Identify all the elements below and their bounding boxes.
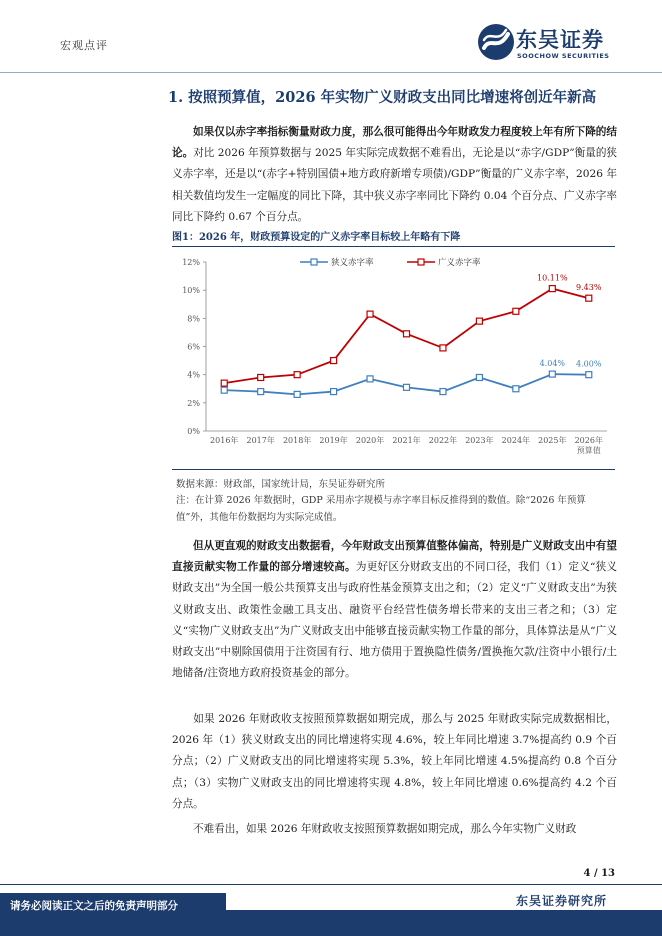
footer-divider <box>0 884 662 885</box>
section-tag: 宏观点评 <box>60 39 108 52</box>
data-point <box>367 311 373 317</box>
logo-text-en: SOOCHOW SECURITIES <box>517 52 610 60</box>
data-point <box>513 386 519 392</box>
deficit-rate-chart <box>172 248 615 468</box>
data-point <box>258 374 264 380</box>
data-point <box>367 376 373 382</box>
figure-note: 注：在计算 2026 年数据时，GDP 采用赤字规模与赤字率目标反推得到的数值。除“2026 年预算值”外，其他年份数据均为实际完成值。 <box>176 495 586 523</box>
logo-text-cn: 东吴证券 <box>516 28 604 52</box>
y-tick-label: 4% <box>187 370 200 380</box>
data-label: 4.00% <box>576 359 602 369</box>
figure-source: 数据来源：财政部，国家统计局，东吴证券研究所 <box>176 479 386 490</box>
legend-broad-label: 广义赤字率 <box>438 258 481 268</box>
data-point <box>476 374 482 380</box>
y-tick-label: 10% <box>182 286 200 296</box>
paragraph-4-body: 不难看出，如果 2026 年财政收支按照预算数据如期完成，那么今年实物广义财政 <box>193 823 577 835</box>
soochow-logo-icon <box>476 22 516 62</box>
legend-narrow-label: 狭义赤字率 <box>331 258 374 268</box>
data-point <box>586 295 592 301</box>
x-tick-label: 2023年 <box>465 436 494 445</box>
company-logo <box>476 22 626 66</box>
data-point <box>586 372 592 378</box>
x-tick-label: 2021年 <box>392 436 421 445</box>
x-tick-label: 2020年 <box>355 436 385 445</box>
data-label: 10.11% <box>537 273 568 283</box>
x-tick-label: 2025年 <box>538 436 567 445</box>
data-point <box>294 391 300 397</box>
data-point <box>221 387 227 393</box>
paragraph-2-lead: 但从更直观的财政支出数据看，今年财政支出预算值整体偏高，特别是广义财政支出中有望直接贡献实物工作量的部分增速较高。 <box>172 540 617 574</box>
data-point <box>331 389 337 395</box>
figure-bottom-rule <box>172 469 615 470</box>
y-tick-label: 12% <box>182 258 200 267</box>
paragraph-1 <box>172 122 617 228</box>
figure-top-rule <box>172 246 615 247</box>
data-point <box>221 380 227 386</box>
paragraph-2 <box>172 536 617 684</box>
data-point <box>440 389 446 395</box>
figure-title: 图1：2026 年，财政预算设定的广义赤字率目标较上年略有下降 <box>172 232 461 243</box>
y-tick-label: 0% <box>187 427 200 436</box>
x-tick-label: 2018年 <box>282 436 312 445</box>
data-point <box>549 371 555 377</box>
y-tick-label: 8% <box>187 314 200 324</box>
data-point <box>404 331 410 337</box>
section-title: 1. 按照预算值，2026 年实物广义财政支出同比增速将创近年新高 <box>168 89 597 106</box>
legend-narrow-marker <box>311 259 317 265</box>
footer-brand: 东吴证券研究所 <box>515 894 607 908</box>
data-point <box>258 389 264 395</box>
paragraph-3-body: 如果 2026 年财政收支按照预算数据如期完成，那么与 2025 年财政实际完成数据相比，2026 年（1）狭义财政支出的同比增速将实现 4.6%，较上年同比增速 3.7%提高约 0.9 个百分点；（2）广义财政支出的同比增速将实现 5.3%，较上年同比增速 4.5%提高约 0.8 个百分点；（3）实物广义财政支出的同比增速将实现 4.8%，较上年同比增速 0.6%提高约 4.2 个百分点。 <box>172 713 617 810</box>
chart-legend <box>300 257 481 268</box>
x-tick-label: 2019年 <box>319 436 348 445</box>
y-tick-label: 2% <box>187 398 200 408</box>
x-tick-label: 2016年 <box>210 436 239 445</box>
x-tick-label: 2026年预算值 <box>574 436 603 455</box>
paragraph-3 <box>172 709 617 815</box>
data-point <box>513 308 519 314</box>
data-label: 9.43% <box>576 283 602 293</box>
x-tick-label: 2024年 <box>501 436 531 445</box>
y-tick-label: 6% <box>187 342 200 352</box>
x-tick-label: 2017年 <box>246 436 275 445</box>
data-point <box>294 372 300 378</box>
data-point <box>440 345 446 351</box>
disclaimer-notice: 请务必阅读正文之后的免责声明部分 <box>0 893 226 919</box>
paragraph-4 <box>172 819 617 840</box>
data-label: 4.04% <box>539 359 566 369</box>
data-point <box>404 384 410 390</box>
paragraph-2-body: 为更好区分财政支出的不同口径，我们（1）定义“狭义财政支出”为全国一般公共预算支出与政府性基金预算支出之和；（2）定义“广义财政支出”为狭义财政支出、政策性金融工具支出、融资平台经营性债务增长带来的支出三者之和；（3）定义“实物广义财政支出”为广义财政支出中能够直接贡献实物工作量的部分，具体算法是从“广义财政支出”中剔除国债用于注资国有行、地方债用于置换隐性债务/置换拖欠款/注资中小银行/土地储备/注资地方政府投资基金的部分。 <box>172 561 618 680</box>
paragraph-1-lead: 如果仅以赤字率指标衡量财政力度，那么很可能得出今年财政发力程度较上年有所下降的结论。 <box>172 126 617 160</box>
data-point <box>549 286 555 292</box>
data-point <box>331 358 337 364</box>
header-divider <box>0 72 662 73</box>
legend-broad-marker <box>418 259 424 265</box>
paragraph-1-body: 对比 2026 年预算数据与 2025 年实际完成数据不难看出，无论是以“赤字/GDP”衡量的狭义赤字率，还是以“(赤字+特别国债+地方政府新增专项债)/GDP”衡量的广义赤字率，2026 年相关数值均发生一定幅度的同比下降，其中狭义赤字率同比下降约 0.04 个百分点、广义赤字率同比下降约 0.67 个百分点。 <box>172 147 618 223</box>
page-number: 4 / 13 <box>583 868 615 879</box>
data-point <box>476 318 482 324</box>
x-tick-label: 2022年 <box>428 436 458 445</box>
